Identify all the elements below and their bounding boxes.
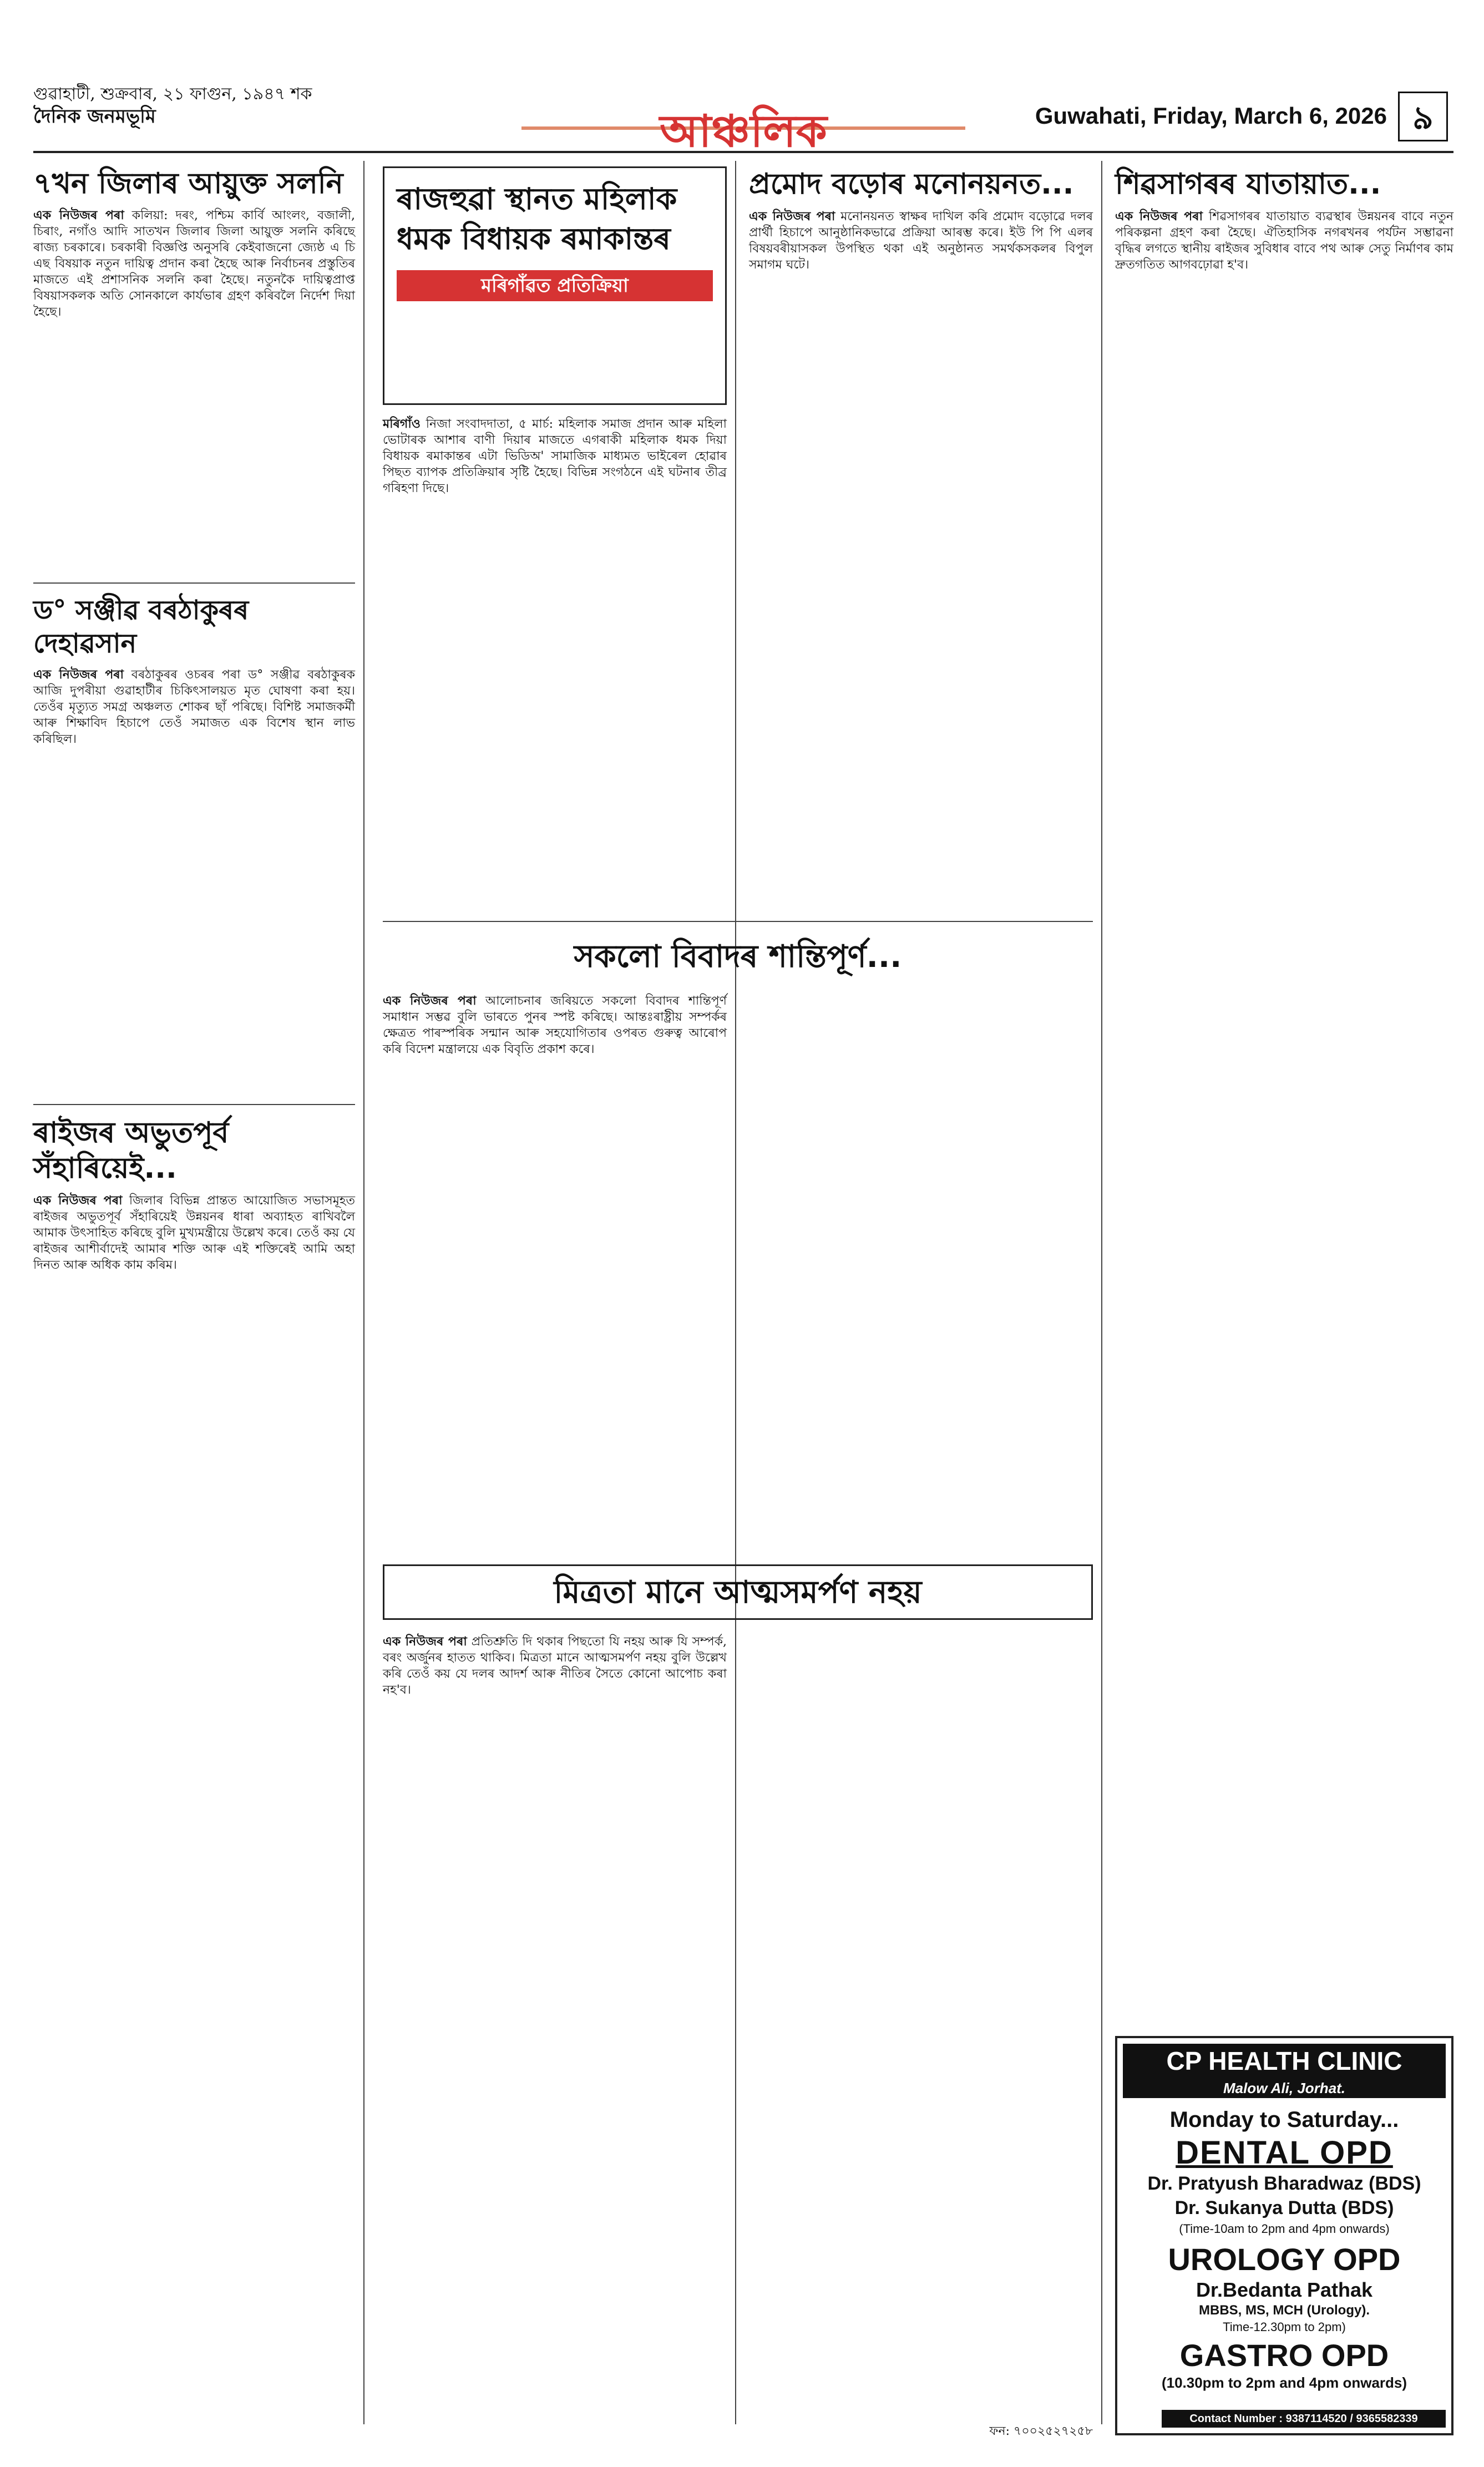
byline: এক নিউজৰ পৰা xyxy=(33,667,124,682)
headline: ৰাইজৰ অভুতপূৰ্ব সঁহাৰিয়েই... xyxy=(33,1116,229,1185)
article-body xyxy=(33,667,355,747)
article-body xyxy=(33,207,355,320)
article-district-commissioners xyxy=(33,166,355,320)
opd-days: Monday to Saturday... xyxy=(1169,2108,1399,2132)
masthead-rule xyxy=(33,151,1453,153)
gastro-opd-title: GASTRO OPD xyxy=(1179,2338,1389,2373)
clinic-location: Malow Ali, Jorhat. xyxy=(1123,2078,1446,2098)
gastro-timing: (10.30pm to 2pm and 4pm onwards) xyxy=(1161,2374,1407,2391)
article-body xyxy=(749,209,1093,273)
column-rule xyxy=(1101,161,1102,2424)
article-body xyxy=(33,1193,355,1273)
headline: সকলো বিবাদৰ শান্তিপূৰ্ণ... xyxy=(574,939,902,975)
headline: ৭খন জিলাৰ আয়ুক্ত সলনি xyxy=(33,167,343,200)
article-public-response xyxy=(33,1115,355,1273)
article-body xyxy=(383,993,727,1057)
body-text: জিলাৰ বিভিন্ন প্ৰান্তত আয়োজিত সভাসমূহত ৰাইজৰ অভুতপূৰ্ব সঁহাৰিয়েই উন্নয়নৰ ধাৰা অব্যাহত ৰাখিবলৈ আমাক উৎসাহিত কৰিছে বুলি মুখ্যমন্ত্ৰীয়ে উল্লেখ কৰে। তেওঁ কয় যে ৰাইজৰ আশীৰ্বাদেই আমাৰ শক্তি আৰু এই শক্তিৰেই আমি অহা দিনত আৰু অধিক কাম কৰিম। xyxy=(33,1194,355,1272)
body-text: আলোচনাৰ জৰিয়তে সকলো বিবাদৰ শান্তিপূৰ্ণ সমাধান সম্ভৱ বুলি ভাৰতে পুনৰ স্পষ্ট কৰিছে। আন্তঃৰাষ্ট্ৰীয় সম্পৰ্কৰ ক্ষেত্ৰত পাৰস্পৰিক সন্মান আৰু সহযোগিতাৰ ওপৰত গুৰুত্ব আৰোপ কৰি বিদেশ মন্ত্ৰালয়ে এক বিবৃতি প্ৰকাশ কৰে। xyxy=(383,994,727,1056)
masthead-issue xyxy=(33,83,533,128)
body-text: নিজা সংবাদদাতা, ৫ মাৰ্চ: মহিলাক সমাজ প্ৰদান আৰু মহিলা ভোটাৰক আশাৰ বাণী দিয়াৰ মাজতে এগৰাকী মহিলাক ধমক দিয়া বিধায়ক ৰমাকান্তৰ এটা ভিডিঅ' সামাজিক মাধ্যমত ভাইৰেল হোৱাৰ পিছত ব্যাপক প্ৰতিক্ৰিয়াৰ সৃষ্টি হৈছে। বিভিন্ন সংগঠনে এই ঘটনাৰ তীব্ৰ গৰিহণা দিছে। xyxy=(383,417,727,495)
column-rule xyxy=(363,161,364,2424)
dental-opd-title: DENTAL OPD xyxy=(1176,2135,1393,2171)
headline-box xyxy=(383,1564,1093,1620)
body-text: শিৱসাগৰৰ যাতায়াত ব্যৱস্থাৰ উন্নয়নৰ বাবে নতুন পৰিকল্পনা গ্ৰহণ কৰা হৈছে। ঐতিহাসিক নগৰখনৰ পৰ্যটন সম্ভাৱনা বৃদ্ধিৰ লগতে স্থানীয় ৰাইজৰ সুবিধাৰ বাবে পথ আৰু সেতু নিৰ্মাণৰ কাম দ্ৰুতগতিত আগবঢ়োৱা হ'ব। xyxy=(1115,210,1453,272)
headline: ড° সঞ্জীৱ বৰঠাকুৰৰ দেহাৱসান xyxy=(33,595,249,659)
article-divider xyxy=(33,582,355,584)
byline: এক নিউজৰ পৰা xyxy=(383,994,477,1008)
byline: এক নিউজৰ পৰা xyxy=(383,1634,467,1649)
article-body xyxy=(1115,209,1453,273)
dental-doctor: Dr. Sukanya Dutta (BDS) xyxy=(1174,2197,1394,2218)
headline: প্ৰমোদ বড়োৰ মনোনয়নত... xyxy=(749,168,1074,201)
article-sivasagar xyxy=(1115,166,1453,273)
article-divider xyxy=(383,921,1093,922)
byline: মৰিগাঁও xyxy=(383,417,421,431)
headline-box xyxy=(383,166,727,405)
body-text: বৰঠাকুৰৰ ওচৰৰ পৰা ড° সঞ্জীৱ বৰঠাকুৰক আজি দুপৰীয়া গুৱাহাটীৰ চিকিৎসালয়ত মৃত ঘোষণা কৰা হয়। তেওঁৰ মৃত্যুত সমগ্ৰ অঞ্চলত শোকৰ ছাঁ পৰিছে। বিশিষ্ট সমাজকৰ্মী আৰু শিক্ষাবিদ হিচাপে তেওঁ সমাজত এক বিশেষ স্থান লাভ কৰিছিল। xyxy=(33,668,356,746)
urology-opd-title: UROLOGY OPD xyxy=(1168,2242,1401,2277)
byline: এক নিউজৰ পৰা xyxy=(749,209,835,224)
paper-name: দৈনিক জনমভূমি xyxy=(33,105,156,128)
article-obituary xyxy=(33,594,355,747)
urology-qualifications: MBBS, MS, MCH (Urology). xyxy=(1199,2303,1370,2318)
issue-line: গুৱাহাটী, শুক্ৰবাৰ, ২১ ফাগুন, ১৯৪৭ শক xyxy=(33,84,312,104)
byline: এক নিউজৰ পৰা xyxy=(1115,209,1203,224)
article-divider xyxy=(33,1104,355,1105)
contact-number: Contact Number : 9387114520 / 9365582339 xyxy=(1162,2410,1446,2428)
clinic-name: CP HEALTH CLINIC xyxy=(1123,2044,1446,2078)
dental-timing: (Time-10am to 2pm and 4pm onwards) xyxy=(1179,2222,1390,2236)
urology-timing: Time-12.30pm to 2pm) xyxy=(1223,2320,1346,2334)
body-text: কলিয়া: দৰং, পশ্চিম কাৰ্বি আংলং, বজালী, চিৰাং, নগাঁও আদি সাতখন জিলাৰ জিলা আয়ুক্ত সলনি কৰিছে ৰাজ্য চৰকাৰে। চৰকাৰী বিজ্ঞপ্তি অনুসৰি কেইবাজনো জ্যেষ্ঠ এ চি এছ বিষয়াক নতুন দায়িত্ব প্ৰদান কৰা হৈছে আৰু নিৰ্বাচনৰ প্ৰস্তুতিৰ মাজতে এই প্ৰশাসনিক সলনি কৰা হৈছে। নতুনকৈ দায়িত্বপ্ৰাপ্ত বিষয়াসকলক অতি সোনকালে কাৰ্যভাৰ গ্ৰহণ কৰিবলৈ নিৰ্দেশ দিয়া হৈছে। xyxy=(33,209,356,319)
dental-doctor: Dr. Pratyush Bharadwaz (BDS) xyxy=(1147,2173,1421,2194)
dateline: Guwahati, Friday, March 6, 2026 xyxy=(1035,103,1387,129)
section-logo: আঞ্চলিক xyxy=(660,105,827,157)
body-text: মনোনয়নত স্বাক্ষৰ দাখিল কৰি প্ৰমোদ বড়োৱে দলৰ প্ৰাৰ্থী হিচাপে আনুষ্ঠানিকভাৱে প্ৰক্ৰিয়া আৰম্ভ কৰে। ইউ পি পি এলৰ বিষয়বৰীয়াসকল উপস্থিত থকা এই অনুষ্ঠানত সমৰ্থকসকলৰ বিপুল সমাগম ঘটে। xyxy=(749,210,1093,272)
phone-note: ফন: ৭০০২৫২৭২৫৮ xyxy=(989,2424,1093,2438)
headline: মিত্ৰতা মানে আত্মসমৰ্পণ নহয় xyxy=(554,1574,922,1610)
article-nomination xyxy=(749,166,1093,273)
clinic-advertisement xyxy=(1115,2036,1453,2435)
urology-doctor: Dr.Bedanta Pathak xyxy=(1196,2278,1373,2301)
headline: ৰাজহুৱা স্থানত মহিলাক ধমক বিধায়ক ৰমাকান্তৰ xyxy=(397,181,677,256)
byline: এক নিউজৰ পৰা xyxy=(33,208,124,222)
column-rule xyxy=(735,161,736,2424)
article-body xyxy=(383,1634,727,1698)
page-number: ৯ xyxy=(1398,92,1448,141)
body-text: প্ৰতিশ্ৰুতি দি থকাৰ পিছতো যি নহয় আৰু যি সম্পৰ্ক, বৰং অৰ্জুনৰ হাতত থাকিব। মিত্ৰতা মানে আত্মসমৰ্পণ নহয় বুলি উল্লেখ কৰি তেওঁ কয় যে দলৰ আদৰ্শ আৰু নীতিৰ সৈতে কোনো আপোচ কৰা নহ'ব। xyxy=(383,1635,727,1697)
byline: এক নিউজৰ পৰা xyxy=(33,1193,123,1208)
subheadline: মৰিগাঁৱত প্ৰতিক্ৰিয়া xyxy=(397,270,713,301)
article-body xyxy=(383,416,727,497)
headline: শিৱসাগৰৰ যাতায়াত... xyxy=(1115,168,1381,201)
